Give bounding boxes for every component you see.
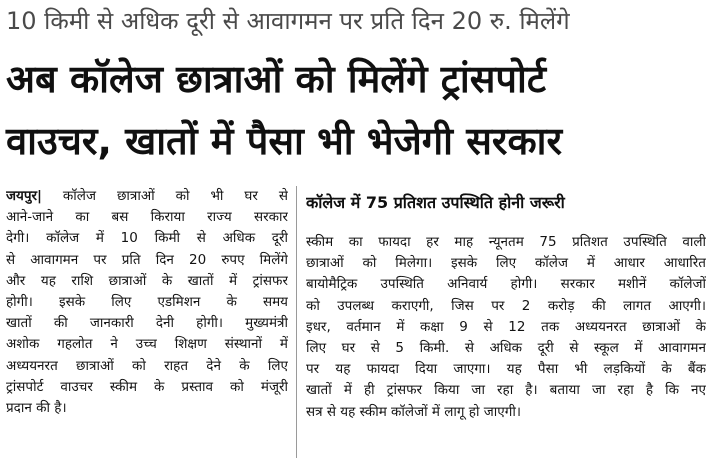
body-line: इधर, वर्तमान में कक्षा 9 से 12 तक अध्ययनरत छात्राओं के	[306, 318, 706, 335]
body-line: और यह राशि छात्राओं के खातों में ट्रांसफर	[6, 272, 288, 289]
left-column	[6, 186, 288, 458]
body-line: खातों में ही ट्रांसफर किया जा रहा है। बताया जा रहा है कि नए	[306, 382, 706, 399]
body-line: ट्रांसपोर्ट वाउचर स्कीम के प्रस्ताव को मंजूरी	[6, 378, 288, 395]
body-line: आने-जाने का बस किराया राज्य सरकार	[6, 209, 288, 226]
body-line: खातों की जानकारी देनी होगी। मुख्यमंत्री	[6, 315, 288, 332]
first-line-text: कॉलेज छात्राओं को भी घर से	[41, 188, 288, 204]
body-line: होगी। इसके लिए एडमिशन के समय	[6, 294, 288, 311]
body-line: पर यह फायदा दिया जाएगा। यह पैसा भी लड़कियों के बैंक	[306, 361, 706, 378]
subheading: कॉलेज में 75 प्रतिशत उपस्थिति होनी जरूरी	[306, 193, 565, 212]
body-line	[6, 186, 288, 207]
body-line: छात्राओं को मिलेगा। इसके लिए कॉलेज में आधार आधारित	[306, 255, 706, 272]
body-line: लिए घर से 5 किमी. से अधिक दूरी से स्कूल में आवागमन	[306, 340, 706, 357]
body-line: अध्ययनरत छात्राओं को राहत देने के लिए	[6, 357, 288, 374]
body-line: अशोक गहलोत ने उच्च शिक्षण संस्थानों में	[6, 336, 288, 353]
body-line: सत्र से यह स्कीम कॉलेजों में लागू हो जाएगी।	[306, 403, 521, 420]
body-line: देगी। कॉलेज में 10 किमी से अधिक दूरी	[6, 230, 288, 247]
headline-line-2: वाउचर, खातों में पैसा भी भेजेगी सरकार	[6, 119, 563, 163]
body-line: से आवागमन पर प्रति दिन 20 रुपए मिलेंगे	[6, 251, 288, 268]
body-line: स्कीम का फायदा हर माह न्यूनतम 75 प्रतिशत उपस्थिति वाली	[306, 234, 706, 250]
column-divider	[296, 186, 297, 458]
headline-line-1: अब कॉलेज छात्राओं को मिलेंगे ट्रांसपोर्ट	[6, 57, 547, 101]
right-column	[306, 186, 706, 458]
body-line: बायोमैट्रिक उपस्थिति अनिवार्य होगी। सरकार मशीनें कॉलेजों	[306, 276, 706, 293]
body-line: को उपलब्ध कराएगी, जिस पर 2 करोड़ की लागत आएगी।	[306, 297, 706, 314]
body-line: प्रदान की है।	[6, 400, 67, 417]
kicker-headline: 10 किमी से अधिक दूरी से आवागमन पर प्रति दिन 20 रु. मिलेंगे	[6, 7, 570, 35]
dateline: जयपुर|	[6, 188, 42, 204]
